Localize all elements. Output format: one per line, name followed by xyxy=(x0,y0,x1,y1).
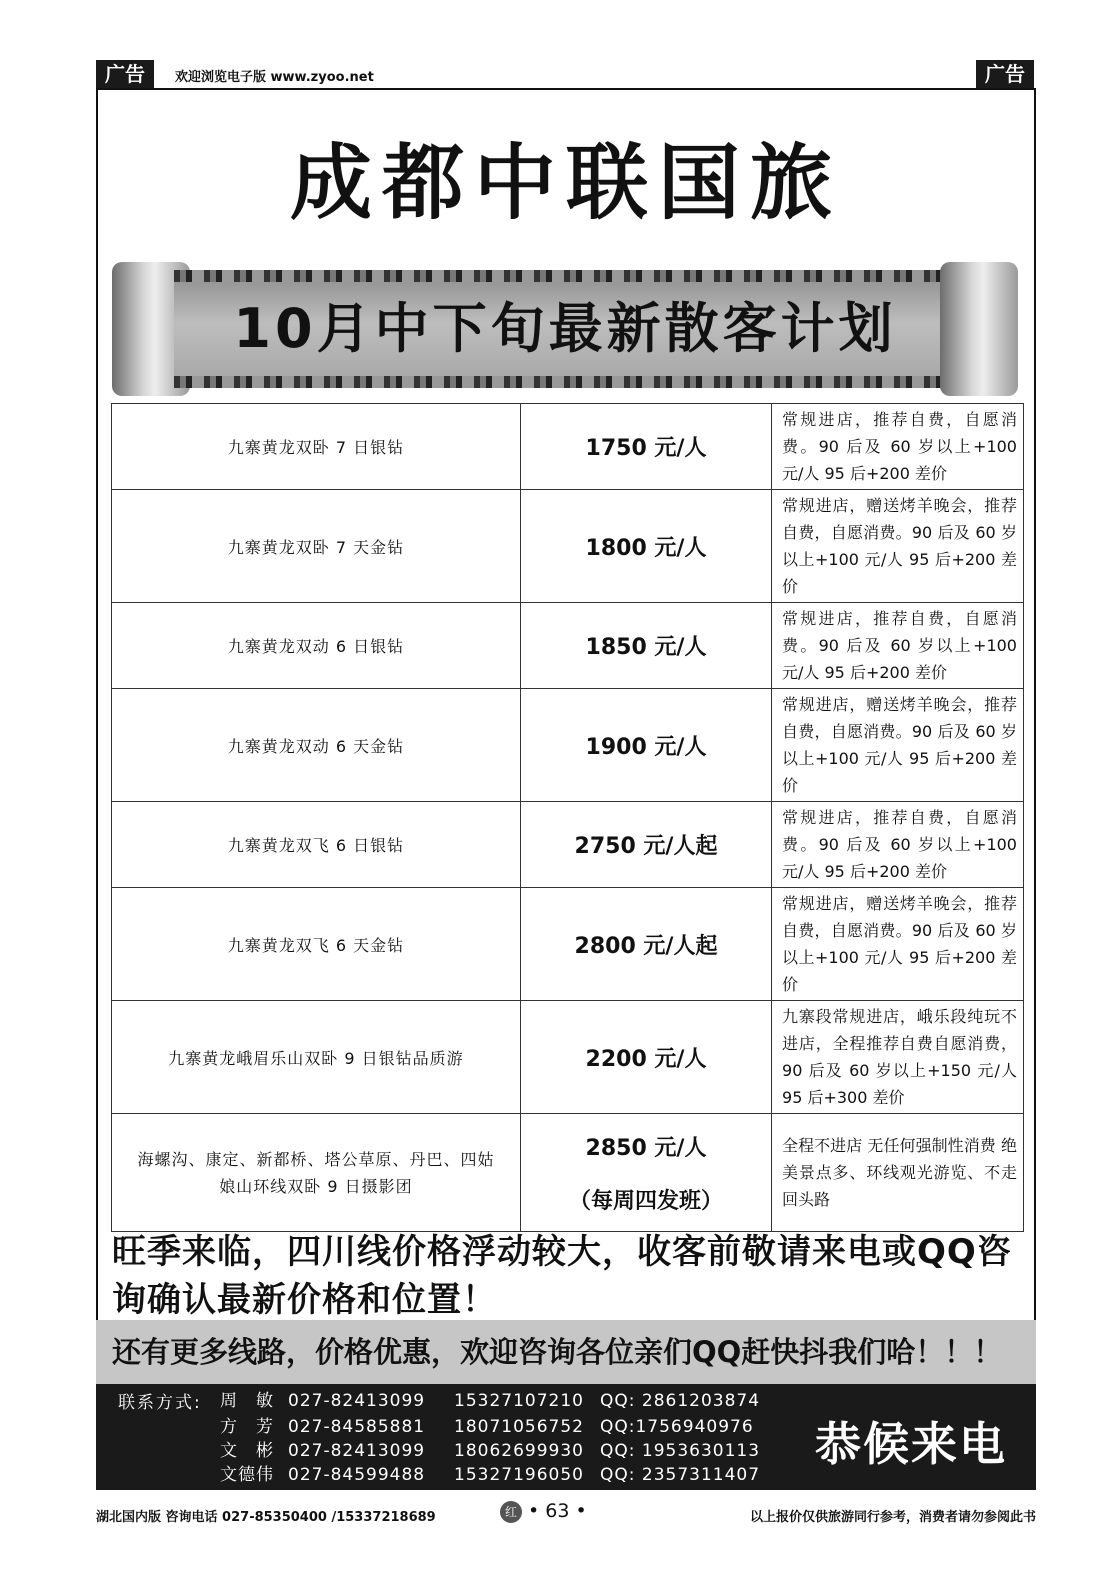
route-name xyxy=(112,1114,521,1232)
route-name: 九寨黄龙双卧 7 天金钻 xyxy=(112,490,521,603)
contact-label: 联系方式: xyxy=(118,1393,202,1413)
contact-mobile: 15327107210 xyxy=(454,1391,584,1411)
contact-name: 文 彬 xyxy=(220,1441,274,1461)
contact-phone: 027-82413099 xyxy=(288,1391,426,1411)
table-row xyxy=(112,490,1024,603)
route-schedule: （每周四发班） xyxy=(568,1188,723,1214)
slogan: 恭候来电 xyxy=(815,1417,1007,1471)
route-name: 九寨黄龙双卧 7 日银钻 xyxy=(112,404,521,490)
promo-banner xyxy=(96,1320,1036,1384)
route-note: 全程不进店 无任何强制性消费 绝美景点多、环线观光游览、不走回头路 xyxy=(772,1114,1024,1232)
table-row xyxy=(112,603,1024,689)
route-note: 常规进店，推荐自费，自愿消费。90 后及 60 岁以上+100 元/人 95 后+200 差价 xyxy=(772,603,1024,689)
scroll-border-top xyxy=(174,270,956,282)
route-note: 常规进店，推荐自费，自愿消费。90 后及 60 岁以上+100 元/人 95 后+200 差价 xyxy=(772,802,1024,888)
table-row xyxy=(112,689,1024,802)
route-name: 九寨黄龙双动 6 天金钻 xyxy=(112,689,521,802)
contact-mobile: 18062699930 xyxy=(454,1441,584,1461)
route-note: 常规进店，赠送烤羊晚会，推荐自费，自愿消费。90 后及 60 岁以上+100 元/人 95 后+200 差价 xyxy=(772,689,1024,802)
route-name: 九寨黄龙双飞 6 日银钻 xyxy=(112,802,521,888)
route-name: 九寨黄龙峨眉乐山双卧 9 日银钻品质游 xyxy=(112,1001,521,1114)
route-note: 常规进店，推荐自费，自愿消费。90 后及 60 岁以上+100 元/人 95 后+200 差价 xyxy=(772,404,1024,490)
contact-mobile: 15327196050 xyxy=(454,1465,584,1485)
seal-icon: 红 xyxy=(500,1501,522,1523)
contact-qq: QQ: 2861203874 xyxy=(600,1391,761,1411)
page-number: • 63 • xyxy=(528,1500,587,1522)
route-price: 1800 元/人 xyxy=(520,490,771,603)
price-table xyxy=(111,403,1024,1232)
scroll-roll-right xyxy=(940,262,1018,396)
agency-name: 成都中联国旅 xyxy=(289,135,842,231)
price-notice: 旺季来临，四川线价格浮动较大，收客前敬请来电或QQ咨询确认最新价格和位置！ xyxy=(112,1232,1012,1320)
contact-phone: 027-84585881 xyxy=(288,1417,426,1437)
route-price: 1850 元/人 xyxy=(520,603,771,689)
table-row xyxy=(112,802,1024,888)
route-note: 常规进店，赠送烤羊晚会，推荐自费，自愿消费。90 后及 60 岁以上+100 元/人 95 后+200 差价 xyxy=(772,888,1024,1001)
route-note: 常规进店，赠送烤羊晚会，推荐自费，自愿消费。90 后及 60 岁以上+100 元/人 95 后+200 差价 xyxy=(772,490,1024,603)
footer-left: 湖北国内版 咨询电话 027-85350400 /15337218689 xyxy=(96,1510,436,1525)
contact-name: 周 敏 xyxy=(220,1391,274,1411)
route-price: 1900 元/人 xyxy=(520,689,771,802)
ad-tag-right: 广告 xyxy=(976,60,1034,88)
scroll-border-bottom xyxy=(174,376,956,388)
contact-name: 文德伟 xyxy=(220,1465,274,1485)
contact-name: 方 芳 xyxy=(220,1417,274,1437)
ad-tag-left: 广告 xyxy=(96,60,154,88)
footer-right: 以上报价仅供旅游同行参考，消费者请勿参阅此书 xyxy=(749,1510,1036,1525)
route-price: 2800 元/人起 xyxy=(520,888,771,1001)
table-row xyxy=(112,404,1024,490)
route-price xyxy=(520,1114,771,1232)
contact-phone: 027-82413099 xyxy=(288,1441,426,1461)
contact-mobile: 18071056752 xyxy=(454,1417,584,1437)
table-row xyxy=(112,1001,1024,1114)
contact-qq: QQ: 2357311407 xyxy=(600,1465,761,1485)
route-price: 2200 元/人 xyxy=(520,1001,771,1114)
route-price: 1750 元/人 xyxy=(520,404,771,490)
route-price: 2750 元/人起 xyxy=(520,802,771,888)
table-row xyxy=(112,1114,1024,1232)
table-row xyxy=(112,888,1024,1001)
contact-qq: QQ: 1953630113 xyxy=(600,1441,761,1461)
contact-qq: QQ:1756940976 xyxy=(600,1417,754,1437)
welcome-text: 欢迎浏览电子版 www.zyoo.net xyxy=(175,70,374,85)
plan-title: 10月中下旬最新散客计划 xyxy=(233,297,897,360)
route-name-text: 海螺沟、康定、新都桥、塔公草原、丹巴、四姑娘山环线双卧 9 日摄影团 xyxy=(137,1149,495,1196)
route-name: 九寨黄龙双飞 6 天金钻 xyxy=(112,888,521,1001)
route-price-main: 2850 元/人 xyxy=(585,1135,707,1161)
contact-phone: 027-84599488 xyxy=(288,1465,426,1485)
title-scroll xyxy=(112,262,1018,396)
contact-block xyxy=(96,1384,1036,1490)
promo-banner-text: 还有更多线路，价格优惠，欢迎咨询各位亲们QQ赶快抖我们哈！！！ xyxy=(112,1335,1003,1369)
route-note: 九寨段常规进店，峨乐段纯玩不进店，全程推荐自费自愿消费，90 后及 60 岁以上+150 元/人 95 后+300 差价 xyxy=(772,1001,1024,1114)
route-name: 九寨黄龙双动 6 日银钻 xyxy=(112,603,521,689)
footer-page xyxy=(500,1500,587,1523)
